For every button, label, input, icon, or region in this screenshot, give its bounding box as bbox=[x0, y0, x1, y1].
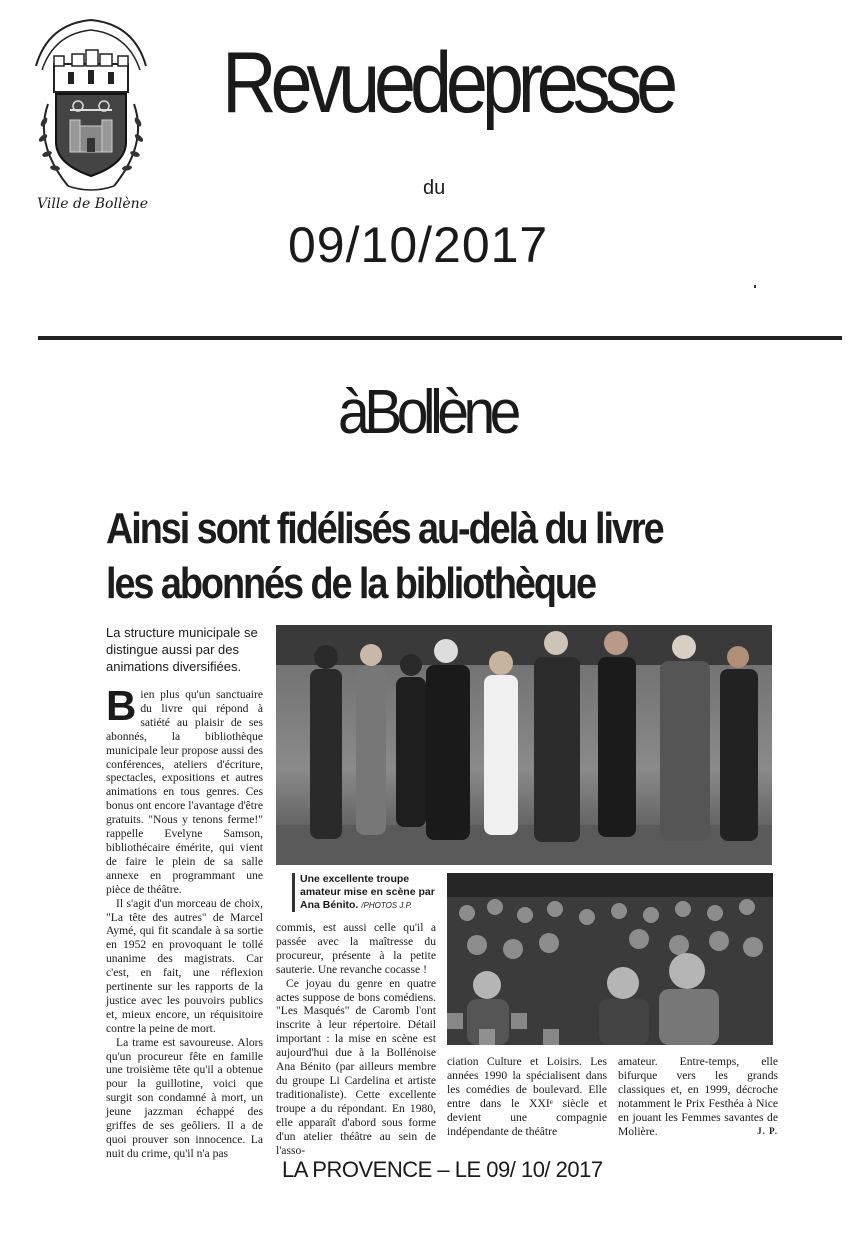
article-column-4 bbox=[618, 1055, 778, 1138]
ville-de-bollene-coat-of-arms-logo bbox=[28, 14, 154, 214]
photo-caption-text: Une excellente troupe amateur mise en scène par Ana Bénito. bbox=[300, 873, 435, 911]
troupe-stage-photo bbox=[276, 625, 772, 865]
article-column-2 bbox=[276, 921, 436, 1157]
date-prefix-label: du bbox=[423, 177, 446, 199]
logo-caption: Ville de Bollène bbox=[37, 196, 148, 212]
paragraph: Il s'agit d'un morceau de choix, "La tête des autres" de Marcel Aymé, qui fit scandale à sa sortie en 1952 en provoquant le tollé unanime des magistrats. Car c'est, en fait, une réflexion pertinente sur les rapports de la justice avec les pouvoirs publics et, mieux encore, un réquisitoire contre la peine de mort. bbox=[106, 896, 263, 1035]
header-divider bbox=[38, 336, 842, 340]
article-headline-line-2: les abonnés de la bibliothèque bbox=[106, 559, 595, 608]
photo-credit: /PHOTOS J.P. bbox=[361, 901, 413, 910]
photo-caption bbox=[292, 873, 450, 912]
article-standfirst: La structure municipale se distingue aussi par des animations diversifiées. bbox=[106, 625, 258, 674]
source-footer: LA PROVENCE – LE 09/ 10/ 2017 bbox=[282, 1157, 603, 1182]
drop-cap: B bbox=[106, 682, 137, 729]
paragraph: ciation Culture et Loisirs. Les années 1990 la spécialisent dans les comédies de boulevard. Elle entre dans le XXIᵉ siècle et devient une compagnie indépendante de théâtre bbox=[447, 1055, 607, 1138]
paragraph: ien plus qu'un sanctuaire du livre qui répond à satiété au plaisir de ses abonnés, la bibliothèque municipale leur propose aussi des conférences, ateliers d'écriture, spectacles, expositions et autres animations en tous genres. Ces bonus ont encore l'avantage d'être gratuits. "Nous y tenons ferme!" rappelle Evelyne Samson, bibliothécaire émérite, qui vient de faire le plein de sa salle annexe en programmant une pièce de théâtre. bbox=[106, 688, 263, 896]
paragraph: La trame est savoureuse. Alors qu'un procureur fête en famille une troisième tête qu'il a obtenue pour la guillotine, voici que surgit son condamné à mort, un jeune jazzman échappé des griffes de ses geôliers. Il a de quoi prouver son innocence. La nuit du crime, qu'il n'a pas bbox=[106, 1035, 263, 1160]
paragraph: Ce joyau du genre en quatre actes suppose de bons comédiens. "Les Masqués" de Caromb l'ont inscrite à leur répertoire. Détail important : la mise en scène est aujourd'hui due à la Bollénoise Ana Bénito (par ailleurs membre du groupe Li Cardelina et artiste traditionaliste). Cette excellente troupe a du répondant. En 1980, elle apparaît d'abord sous forme d'un atelier théâtre au sein de l'asso- bbox=[276, 976, 436, 1157]
article-column-3 bbox=[447, 1055, 607, 1138]
audience-photo bbox=[447, 873, 773, 1045]
paragraph-text: amateur. Entre-temps, elle bifurque vers les grands classiques et, en 1999, décroche notamment le Prix Festhéa à Nice en jouant les Femmes savantes de Molière. bbox=[618, 1055, 778, 1138]
city-title: àBollène bbox=[338, 378, 516, 447]
article-column-1 bbox=[106, 682, 263, 1161]
page-title: Revuedepresse bbox=[222, 35, 673, 131]
paragraph: commis, est aussi celle qu'il a passée avec la maîtresse du procureur, présente à la petite sauterie. Une revanche cocasse ! bbox=[276, 921, 436, 976]
article-headline-line-1: Ainsi sont fidélisés au-delà du livre bbox=[106, 504, 663, 553]
scan-mark bbox=[754, 285, 756, 288]
author-signature: J. P. bbox=[757, 1125, 778, 1136]
paragraph bbox=[618, 1055, 778, 1138]
press-date: 09/10/2017 bbox=[288, 217, 549, 273]
